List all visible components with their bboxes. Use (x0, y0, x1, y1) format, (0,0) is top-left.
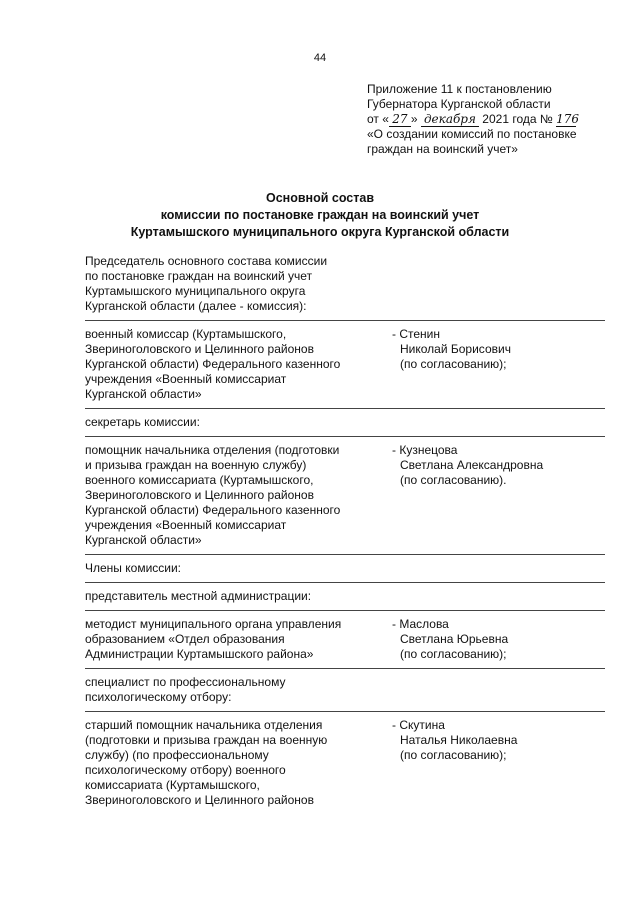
chair-heading (85, 254, 605, 314)
document-title (0, 190, 640, 241)
member-row (85, 718, 605, 808)
position-line: (подготовки и призыва граждан на военную (85, 733, 328, 747)
handwritten-number: 176 (556, 112, 579, 126)
divider (85, 610, 605, 611)
position-line: службу) (по профессиональному (85, 748, 269, 762)
person-name: Светлана Александровна (400, 458, 544, 472)
person-note: (по согласованию); (400, 748, 507, 762)
divider (85, 554, 605, 555)
chair-heading-line: Председатель основного состава комиссии (85, 254, 328, 268)
person-name: Светлана Юрьевна (400, 632, 509, 646)
title-line-3: Куртамышского муниципального округа Курганской области (130, 225, 510, 239)
position-line: учреждения «Военный комиссариат (85, 372, 287, 386)
title-line-2: комиссии по постановке граждан на воинский учет (160, 208, 480, 222)
appendix-line-5: граждан на воинский учет» (367, 142, 518, 156)
appendix-line-1: Приложение 11 к постановлению (367, 82, 552, 96)
position-line: Звериноголовского и Целинного районов (85, 342, 314, 356)
person-surname: - Кузнецова (392, 443, 458, 457)
handwritten-day: 27 (389, 113, 411, 127)
appendix-line-2: Губернатора Курганской области (367, 97, 551, 111)
person-surname: - Маслова (392, 617, 449, 631)
secretary-heading: секретарь комиссии: (85, 415, 200, 429)
appendix-date-line (367, 112, 637, 127)
person-note: (по согласованию). (400, 473, 507, 487)
position-line: Звериноголовского и Целинного районов (85, 488, 314, 502)
divider (85, 711, 605, 712)
position-line: Курганской области) Федерального казенного (85, 503, 341, 517)
divider (85, 408, 605, 409)
position-line: Администрации Куртамышского района» (85, 647, 314, 661)
divider (85, 320, 605, 321)
position-line: образованием «Отдел образования (85, 632, 285, 646)
person-surname: - Скутина (392, 718, 445, 732)
divider (85, 668, 605, 669)
specialist-heading-line: специалист по профессиональному (85, 675, 286, 689)
position-line: Курганской области» (85, 387, 202, 401)
position-line: комиссариата (Куртамышского, (85, 778, 260, 792)
person-name: Наталья Николаевна (400, 733, 518, 747)
position-line: Звериноголовского и Целинного районов (85, 793, 314, 807)
member-person (392, 718, 605, 763)
member-position (85, 718, 390, 808)
position-line: методист муниципального органа управления (85, 617, 342, 631)
chair-position (85, 327, 390, 402)
appendix-line-4: «О создании комиссий по постановке (367, 127, 577, 141)
secretary-person (392, 443, 605, 488)
members-heading: Члены комиссии: (85, 561, 182, 575)
date-quote: » (410, 112, 418, 126)
local-admin-heading: представитель местной администрации: (85, 589, 312, 603)
date-prefix: от « (367, 112, 389, 126)
person-name: Николай Борисович (400, 342, 511, 356)
handwritten-month: декабря (421, 113, 479, 127)
chair-heading-line: Курганской области (далее - комиссия): (85, 299, 307, 313)
appendix-block (367, 82, 637, 157)
commission-list (85, 254, 605, 808)
position-line: Курганской области) Федерального казенного (85, 357, 341, 371)
divider (85, 582, 605, 583)
title-line-1: Основной состав (265, 191, 375, 205)
position-line: военного комиссариата (Куртамышского, (85, 473, 314, 487)
position-line: старший помощник начальника отделения (85, 718, 323, 732)
person-note: (по согласованию); (400, 647, 507, 661)
chair-heading-line: Куртамышского муниципального округа (85, 284, 306, 298)
date-year: 2021 года № (482, 112, 553, 126)
chair-heading-line: по постановке граждан на воинский учет (85, 269, 313, 283)
divider (85, 436, 605, 437)
member-row (85, 617, 605, 662)
position-line: помощник начальника отделения (подготовки (85, 443, 340, 457)
chair-person (392, 327, 605, 372)
position-line: Курганской области» (85, 533, 202, 547)
position-line: и призыва граждан на военную службу) (85, 458, 307, 472)
specialist-heading (85, 675, 605, 705)
position-line: психологическому отбору) военного (85, 763, 286, 777)
secretary-row (85, 443, 605, 548)
person-surname: - Стенин (392, 327, 440, 341)
person-note: (по согласованию); (400, 357, 507, 371)
position-line: учреждения «Военный комиссариат (85, 518, 287, 532)
chair-row (85, 327, 605, 402)
member-person (392, 617, 605, 662)
position-line: военный комиссар (Куртамышского, (85, 327, 287, 341)
specialist-heading-line: психологическому отбору: (85, 690, 232, 704)
member-position (85, 617, 390, 662)
page-number: 44 (313, 52, 327, 64)
secretary-position (85, 443, 390, 548)
